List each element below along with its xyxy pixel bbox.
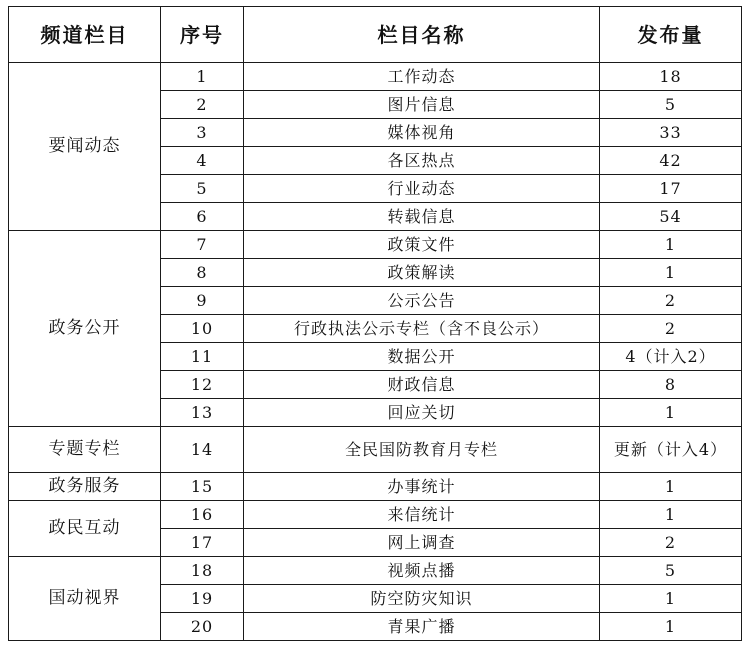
channel-cell: 专题专栏 [9, 427, 161, 473]
row-index: 3 [161, 119, 244, 147]
row-column-name: 青果广播 [244, 613, 600, 641]
row-publish-count: 1 [600, 473, 742, 501]
row-index: 8 [161, 259, 244, 287]
row-index: 6 [161, 203, 244, 231]
row-publish-count: 2 [600, 287, 742, 315]
row-index: 16 [161, 501, 244, 529]
row-publish-count: 更新（计入4） [600, 427, 742, 473]
row-column-name: 回应关切 [244, 399, 600, 427]
row-column-name: 视频点播 [244, 557, 600, 585]
row-column-name: 行政执法公示专栏（含不良公示） [244, 315, 600, 343]
row-column-name: 防空防灾知识 [244, 585, 600, 613]
row-index: 15 [161, 473, 244, 501]
row-publish-count: 18 [600, 63, 742, 91]
row-publish-count: 1 [600, 501, 742, 529]
header-index: 序号 [161, 7, 244, 63]
row-publish-count: 4（计入2） [600, 343, 742, 371]
row-publish-count: 1 [600, 613, 742, 641]
row-publish-count: 17 [600, 175, 742, 203]
row-column-name: 办事统计 [244, 473, 600, 501]
row-publish-count: 2 [600, 315, 742, 343]
row-column-name: 网上调查 [244, 529, 600, 557]
row-index: 18 [161, 557, 244, 585]
row-column-name: 来信统计 [244, 501, 600, 529]
row-publish-count: 1 [600, 259, 742, 287]
row-publish-count: 1 [600, 585, 742, 613]
row-publish-count: 1 [600, 231, 742, 259]
row-index: 9 [161, 287, 244, 315]
row-publish-count: 33 [600, 119, 742, 147]
row-index: 7 [161, 231, 244, 259]
column-publishing-table [8, 6, 742, 641]
table-row [9, 63, 742, 91]
table-header-row [9, 7, 742, 63]
row-column-name: 政策解读 [244, 259, 600, 287]
row-publish-count: 5 [600, 557, 742, 585]
row-column-name: 公示公告 [244, 287, 600, 315]
header-column-name: 栏目名称 [244, 7, 600, 63]
row-column-name: 图片信息 [244, 91, 600, 119]
row-publish-count: 54 [600, 203, 742, 231]
row-column-name: 各区热点 [244, 147, 600, 175]
channel-cell: 要闻动态 [9, 63, 161, 231]
row-column-name: 转载信息 [244, 203, 600, 231]
row-publish-count: 1 [600, 399, 742, 427]
row-index: 11 [161, 343, 244, 371]
row-publish-count: 8 [600, 371, 742, 399]
table-row [9, 427, 742, 473]
row-index: 5 [161, 175, 244, 203]
row-index: 13 [161, 399, 244, 427]
table-row [9, 557, 742, 585]
table-row [9, 473, 742, 501]
row-index: 14 [161, 427, 244, 473]
table-row [9, 231, 742, 259]
row-index: 4 [161, 147, 244, 175]
row-column-name: 工作动态 [244, 63, 600, 91]
row-index: 20 [161, 613, 244, 641]
row-column-name: 行业动态 [244, 175, 600, 203]
row-column-name: 财政信息 [244, 371, 600, 399]
row-column-name: 数据公开 [244, 343, 600, 371]
row-column-name: 政策文件 [244, 231, 600, 259]
channel-cell: 政务服务 [9, 473, 161, 501]
row-index: 1 [161, 63, 244, 91]
row-column-name: 媒体视角 [244, 119, 600, 147]
table-row [9, 501, 742, 529]
header-channel: 频道栏目 [9, 7, 161, 63]
header-publish-count: 发布量 [600, 7, 742, 63]
row-index: 17 [161, 529, 244, 557]
row-publish-count: 42 [600, 147, 742, 175]
channel-cell: 政民互动 [9, 501, 161, 557]
row-index: 10 [161, 315, 244, 343]
row-publish-count: 2 [600, 529, 742, 557]
channel-cell: 政务公开 [9, 231, 161, 427]
channel-cell: 国动视界 [9, 557, 161, 641]
row-column-name: 全民国防教育月专栏 [244, 427, 600, 473]
row-index: 19 [161, 585, 244, 613]
row-index: 2 [161, 91, 244, 119]
row-publish-count: 5 [600, 91, 742, 119]
row-index: 12 [161, 371, 244, 399]
